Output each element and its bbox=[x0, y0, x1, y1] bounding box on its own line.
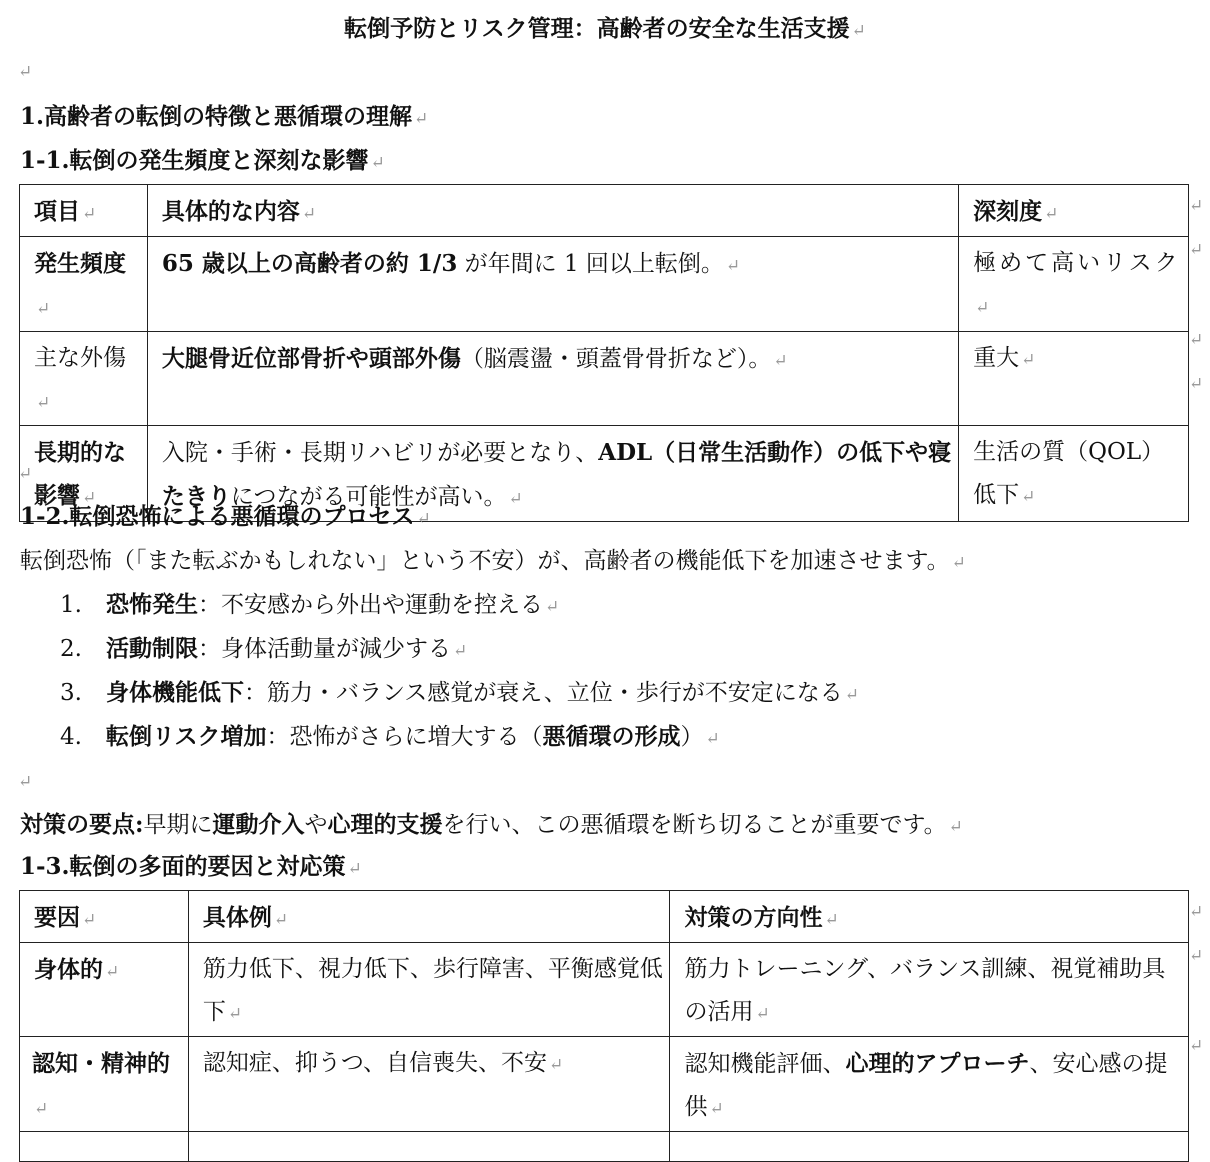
table-cell bbox=[188, 1132, 670, 1162]
empty-paragraph-mark: ↵ bbox=[18, 772, 33, 792]
row-end-mark: ↵ bbox=[1189, 196, 1204, 216]
section-1-3-heading: 1-3.転倒の多面的要因と対応策 ↵ bbox=[20, 853, 362, 880]
table-row bbox=[20, 1037, 1189, 1132]
table-cell: 発生頻度↵ bbox=[20, 237, 148, 332]
section-1-2-heading: 1-2.転倒恐怖による悪循環のプロセス ↵ bbox=[20, 503, 431, 530]
row-end-mark: ↵ bbox=[1189, 946, 1204, 966]
table-cell: 身体的 ↵ bbox=[20, 943, 189, 1037]
header-cell: 具体的な内容 ↵ bbox=[147, 185, 958, 237]
table-cell: 認知・精神的↵ bbox=[20, 1037, 189, 1132]
header-cell: 具体例 ↵ bbox=[188, 891, 670, 943]
table-cell: 65 歳以上の高齢者の約 1/3 が年間に 1 回以上転倒。 ↵ bbox=[147, 237, 958, 332]
row-end-mark: ↵ bbox=[1189, 902, 1204, 922]
table-cell: 生活の質（QOL）低下 ↵ bbox=[959, 426, 1189, 522]
table-cell: 入院・手術・長期リハビリが必要となり、ADL（日常生活動作）の低下や寝たきりにつながる可能性が高い。 ↵ bbox=[147, 426, 958, 522]
fear-intro-paragraph: 転倒恐怖（「また転ぶかもしれない」という不安）が、高齢者の機能低下を加速させます。 ↵ bbox=[20, 548, 966, 574]
header-cell: 対策の方向性 ↵ bbox=[670, 891, 1189, 943]
key-point-paragraph: 対策の要点:早期に運動介入や心理的支援を行い、この悪循環を断ち切ることが重要です。 ↵ bbox=[20, 811, 963, 838]
header-cell: 項目 ↵ bbox=[20, 185, 148, 237]
list-item: 4. 転倒リスク増加：恐怖がさらに増大する（悪循環の形成） ↵ bbox=[60, 723, 720, 750]
table-cell: 認知機能評価、心理的アプローチ、安心感の提供 ↵ bbox=[670, 1037, 1189, 1132]
row-end-mark: ↵ bbox=[1189, 374, 1204, 394]
header-cell: 深刻度 ↵ bbox=[959, 185, 1189, 237]
table-row bbox=[20, 1132, 1189, 1162]
list-item: 2. 活動制限：身体活動量が減少する ↵ bbox=[60, 635, 468, 662]
table-header-row bbox=[20, 185, 1189, 237]
list-item: 3. 身体機能低下：筋力・バランス感覚が衰え、立位・歩行が不安定になる ↵ bbox=[60, 679, 859, 706]
empty-paragraph-mark: ↵ bbox=[18, 464, 33, 484]
table-cell: 極めて高いリスク↵ bbox=[959, 237, 1189, 332]
section-1-heading: 1.高齢者の転倒の特徴と悪循環の理解 ↵ bbox=[20, 103, 429, 130]
row-end-mark: ↵ bbox=[1189, 330, 1204, 350]
fall-impact-table bbox=[19, 184, 1189, 522]
document-title: 転倒予防とリスク管理：高齢者の安全な生活支援 ↵ bbox=[344, 15, 866, 42]
table-cell: 重大 ↵ bbox=[959, 332, 1189, 426]
table-cell: 主な外傷↵ bbox=[20, 332, 148, 426]
table-row bbox=[20, 237, 1189, 332]
header-cell: 要因 ↵ bbox=[20, 891, 189, 943]
section-1-1-heading: 1-1.転倒の発生頻度と深刻な影響 ↵ bbox=[20, 147, 385, 174]
table-header-row bbox=[20, 891, 1189, 943]
table-cell: 筋力低下、視力低下、歩行障害、平衡感覚低下 ↵ bbox=[188, 943, 670, 1037]
table-row bbox=[20, 943, 1189, 1037]
table-row bbox=[20, 332, 1189, 426]
table-cell bbox=[670, 1132, 1189, 1162]
table-cell: 認知症、抑うつ、自信喪失、不安 ↵ bbox=[188, 1037, 670, 1132]
vicious-cycle-list bbox=[60, 590, 859, 766]
table-cell: 大腿骨近位部骨折や頭部外傷（脳震盪・頭蓋骨骨折など）。 ↵ bbox=[147, 332, 958, 426]
table-cell: 筋力トレーニング、バランス訓練、視覚補助具の活用 ↵ bbox=[670, 943, 1189, 1037]
empty-paragraph-mark: ↵ bbox=[18, 62, 33, 82]
table-cell: 長期的な影響 ↵ bbox=[20, 426, 148, 522]
fall-factors-table bbox=[19, 890, 1189, 1162]
row-end-mark: ↵ bbox=[1189, 240, 1204, 260]
list-item: 1. 恐怖発生：不安感から外出や運動を控える ↵ bbox=[60, 591, 560, 618]
table-cell bbox=[20, 1132, 189, 1162]
row-end-mark: ↵ bbox=[1189, 1036, 1204, 1056]
